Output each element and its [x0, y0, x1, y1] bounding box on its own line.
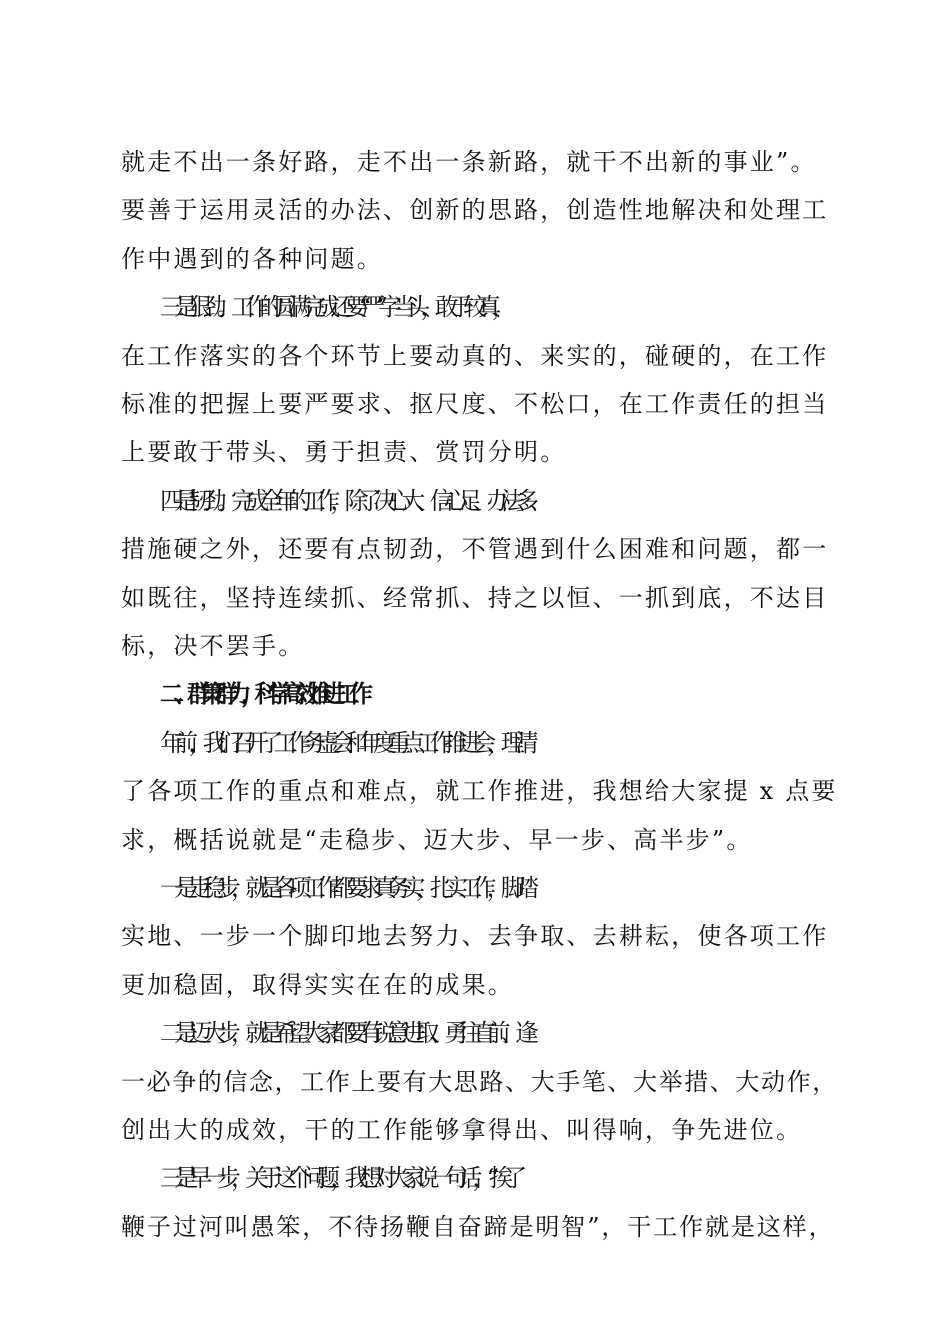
- paragraph-start-line: 年前，我们召开了工作务虚会和年度重点工作推进会，理清: [160, 729, 530, 757]
- paragraph-start-line: 三是早一步，关于这个问题，我想对大家说一句话，“挨了: [160, 1164, 518, 1192]
- text-line: 创出大的成效，干的工作能够拿得出、叫得响，争先进位。: [121, 1116, 803, 1144]
- text-line: 上要敢于带头、勇于担责、赏罚分明。: [121, 438, 567, 466]
- text-line: 求，概括说就是“走稳步、迈大步、早一步、高半步”。: [121, 826, 753, 854]
- text-line: 在工作落实的各个环节上要动真的、来实的，碰硬的，在工作: [121, 342, 829, 370]
- text-line: 标准的把握上要严要求、抠尺度、不松口，在工作责任的担当: [121, 390, 829, 418]
- text-line: 就走不出一条好路，走不出一条新路，就干不出新的事业”。: [121, 148, 817, 176]
- section-heading: 二、群策群力，科学高效推进工作: [160, 680, 363, 708]
- paragraph-start-line: 三是狠劲。工作的圆满完成还要“严”字当头，敢于较真，: [160, 293, 506, 321]
- paragraph-start-line: 二是迈大步，就是希望大家都要有锐意进取、勇往直前、逢: [160, 1019, 530, 1047]
- paragraph-start-line: 一是走稳步，就是各项工作都要求真务实，扎实工作，脚踏: [160, 874, 530, 902]
- text-line: 实地、一步一个脚印地去努力、去争取、去耕耘，使各项工作: [121, 922, 829, 950]
- text-line: 作中遇到的各种问题。: [121, 245, 383, 273]
- text-line: 一必争的信念，工作上要有大思路、大手笔、大举措、大动作，: [121, 1068, 838, 1096]
- text-line: 标，决不罢手。: [121, 632, 305, 660]
- text-line: 鞭子过河叫愚笨，不待扬鞭自奋蹄是明智”，干工作就是这样，: [121, 1213, 835, 1241]
- paragraph-start-line: 四是韧劲。完成全年的工作，除了决心大、信心足、办法多、: [160, 487, 544, 515]
- text-line: 了各项工作的重点和难点，就工作推进，我想给大家提 x 点要: [121, 777, 838, 805]
- text-line: 如既往，坚持连续抓、经常抓、持之以恒、一抓到底，不达目: [121, 584, 829, 612]
- text-line: 措施硬之外，还要有点韧劲，不管遇到什么困难和问题，都一: [121, 535, 829, 563]
- text-line: 更加稳固，取得实实在在的成果。: [121, 971, 514, 999]
- text-line: 要善于运用灵活的办法、创新的思路，创造性地解决和处理工: [121, 196, 829, 224]
